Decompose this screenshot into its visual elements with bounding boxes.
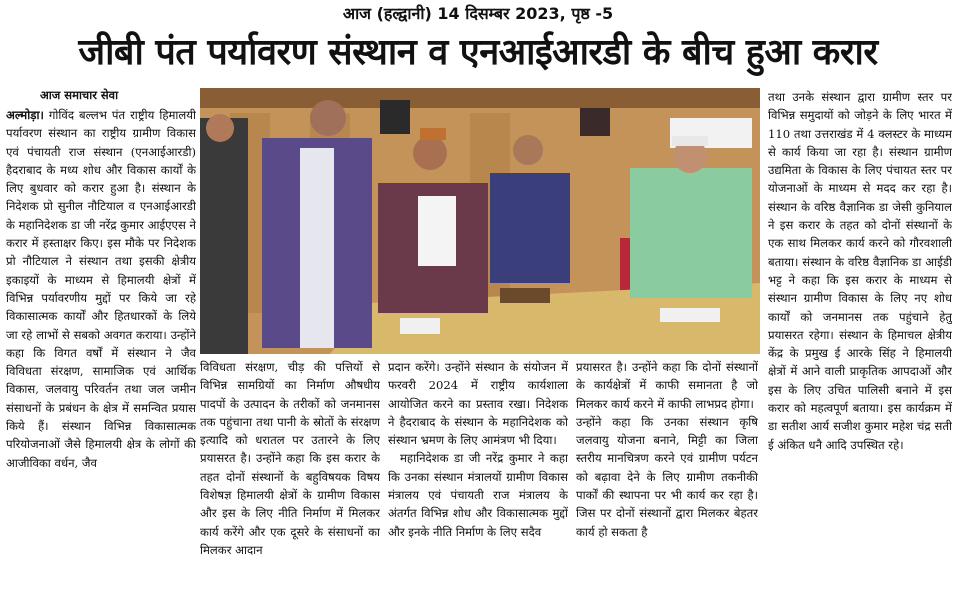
- article-text-col1: गोविंद बल्लभ पंत राष्ट्रीय हिमालयी पर्यावरण संस्थान का राष्ट्रीय ग्रामीण विकास एवं पंचायती राज संस्थान (एनआईआरडी) हैदराबाद के मध्य शोध और विकास कार्यों के लिए बुधवार को करार हुआ है। संस्थान के निदेशक प्रो सुनील नौटियाल व एनआईआरडी के महानिदेशक डा जी नरेंद्र कुमार आईएएस ने करार में हस्ताक्षर किए। इस मौके पर निदेशक प्रो नौटियाल ने संस्थान तथा इसकी क्षेत्रीय इकाइयों के माध्यम से हिमालयी क्षेत्रों में विभिन्न पर्यावरणीय मुद्दों पर किये जा रहे विकासात्मक कार्यों और हितधारकों के लिये जा रहे लाभों से सबको अवगत कराया। उन्होंने कहा कि विगत वर्षों में संस्थान ने जैव विविधता संरक्षण, सामाजिक एवं आर्थिक विकास, जलवायु परिवर्तन तथा जल जमीन संसाधनों के प्रबंधन के क्षेत्र में समन्वित प्रयास किये हैं। संस्थान विभिन्न विकासात्मक परियोजनाओं जैसे हिमालयी क्षेत्र के लोगों की आजीविका वर्धन, जैव: [6, 108, 196, 470]
- article-column-1: [6, 106, 196, 600]
- article-column-4: [576, 358, 758, 600]
- article-column-2: [200, 358, 380, 600]
- article-text-col4-p2: उन्होंने कहा कि उनका संस्थान कृषि जलवायु योजना बनाने, मिट्टी का जिला स्तरीय मानचित्रण करने एवं ग्रामीण पर्यटन को बढ़ावा देने के लिए ग्रामीण तकनीकी पार्कों की स्थापना पर भी कार्य कर रहा है। जिस पर दोनों संस्थानों द्वारा मिलकर बेहतर कार्य हो सकता है: [576, 414, 758, 539]
- article-text-col5: तथा उनके संस्थान द्वारा ग्रामीण स्तर पर विभिन्न समुदायों को जोड़ने के लिए भारत में 110 तथा उत्तराखंड में 4 क्लस्टर के माध्यम से कार्य किया जा रहा है। संस्थान ग्रामीण उद्यमिता के विकास के लिए पंचायत स्तर पर योजनाओं के माध्यम से मदद कर रहा है। संस्थान के वरिष्ठ वैज्ञानिक डा जेसी कुनियाल ने इस करार के तहत को दोनों संस्थानों के एक साथ मिलकर कार्य करने को गौरवशाली बताया। संस्थान के वरिष्ठ वैज्ञानिक डा आईडी भट्ट ने कहा कि इस करार के माध्यम से संस्थान ग्रामीण विकास के लिए नए शोध कार्यों को जनमानस तक पहुंचाने हेतु प्रयासरत रहेगा। संस्थान के हिमाचल क्षेत्रीय केंद्र के प्रमुख ई आरके सिंह ने हिमालयी क्षेत्रों में आने वाली प्राकृतिक आपदाओं और इस के लिए उचित पालिसी बनाने में इस करार को महत्वपूर्ण बताया। इस कार्यक्रम में डा सतीश आर्य सजीश कुमार महेश चंद्र सती ई अंकित धनै आदि उपस्थित रहे।: [768, 90, 952, 452]
- article-text-col3-p1: प्रदान करेंगे। उन्होंने संस्थान के संयोजन में फरवरी 2024 में राष्ट्रीय कार्यशाला आयोजित करने का प्रस्ताव रखा। निदेशक ने हैदराबाद के संस्थान के महानिदेशक को संस्थान भ्रमण के लिए आमंत्रण भी दिया।: [388, 360, 568, 448]
- dateline-place: अल्मोड़ा।: [6, 108, 44, 122]
- article-column-5: [768, 88, 952, 600]
- byline: आज समाचार सेवा: [40, 88, 119, 102]
- article-column-3: [388, 358, 568, 600]
- article-text-col4-p1: प्रयासरत है। उन्होंने कहा कि दोनों संस्थानों के कार्यक्षेत्रों में काफी समानता है जो मिलकर कार्य करने में काफी लाभप्रद होगा।: [576, 360, 758, 411]
- dateline: आज (हल्द्वानी) 14 दिसम्बर 2023, पृष्ठ -5: [342, 4, 614, 23]
- news-photo: [200, 88, 760, 354]
- article-text-col3-p2: महानिदेशक डा जी नरेंद्र कुमार ने कहा कि उनका संस्थान मंत्रालयों ग्रामीण विकास मंत्रालय एवं पंचायती राज मंत्रालय के अंतर्गत विभिन्न शोध और विकासात्मक मुद्दों और इनके नीति निर्माण के लिए सदैव: [388, 451, 568, 539]
- headline: जीबी पंत पर्यावरण संस्थान व एनआईआरडी के बीच हुआ करार: [78, 32, 878, 73]
- article-text-col2: विविधता संरक्षण, चीड़ की पत्तियों से विभिन्न सामग्रियों का निर्माण औषधीय पादपों के उत्पादन के तरीकों को जनमानस तक पहुंचाना तथा पानी के स्रोतों के संरक्षण इत्यादि को धरातल पर उतारने के लिए प्रयासरत है। उन्होंने कहा कि इस करार के तहत दोनों संस्थानों के बहुविषयक विषय विशेषज्ञ हिमालयी क्षेत्रों के ग्रामीण विकास और इस के लिए नीति निर्माण में मिलकर कार्य करेंगे और एक दूसरे के संसाधनों का मिलकर आदान: [200, 360, 380, 557]
- meeting-photo-icon: [200, 88, 760, 354]
